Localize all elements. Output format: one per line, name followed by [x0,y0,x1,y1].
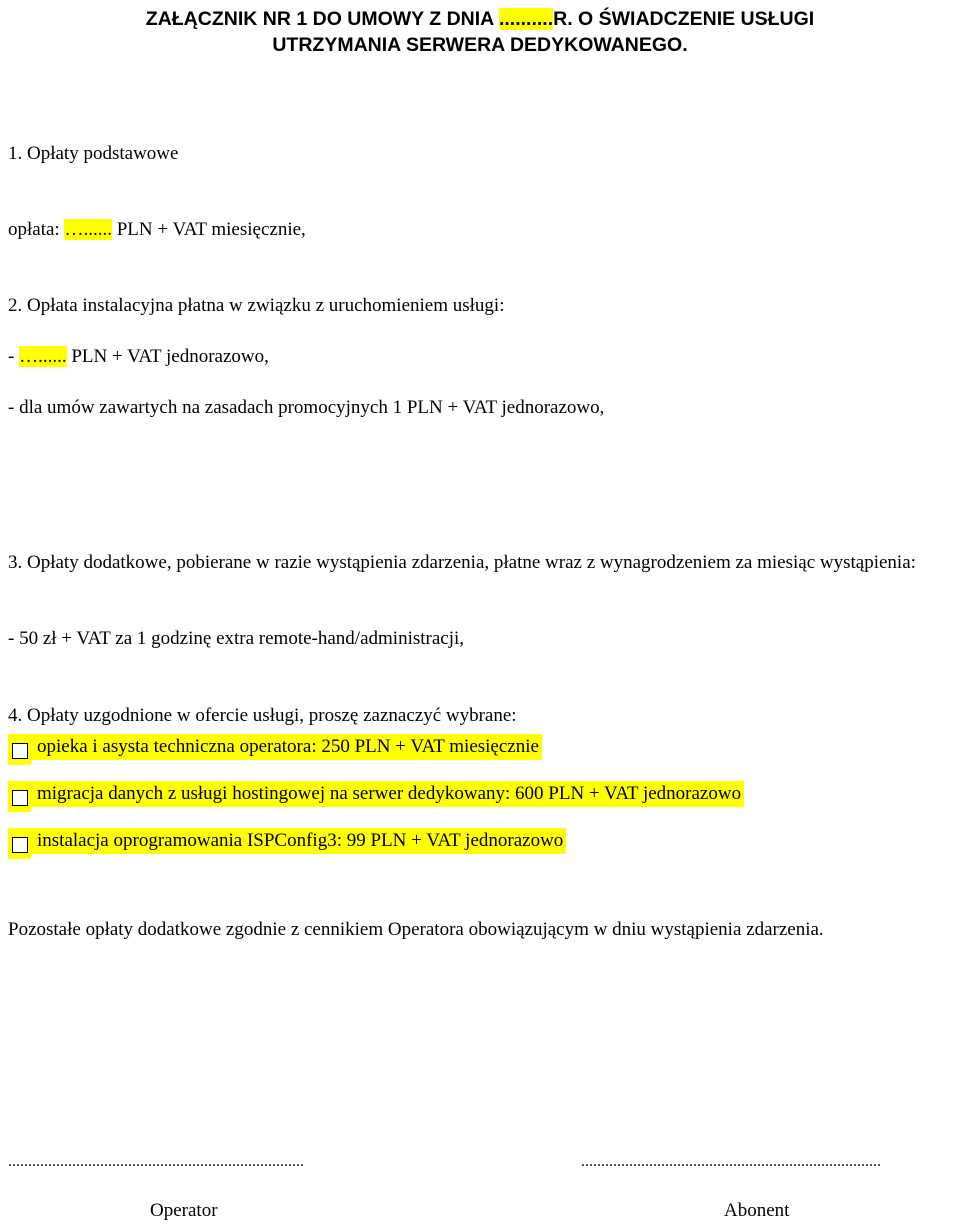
install-fee-amount-placeholder: …...... [19,346,67,367]
title-text-a: ZAŁĄCZNIK NR 1 DO UMOWY Z DNIA [145,8,499,30]
document-title-line-2: UTRZYMANIA SERWERA DEDYKOWANEGO. [272,34,688,56]
extra-fee-remote-hand: - 50 zł + VAT za 1 godzinę extra remote-hand/administracji, [8,628,465,649]
option-checkbox-migration[interactable] [12,790,28,806]
base-fee-line [8,218,306,242]
option-label-support: opieka i asysta techniczna operatora: 250 PLN + VAT miesięcznie [31,734,542,760]
footer-note: Pozostałe opłaty dodatkowe zgodnie z cennikiem Operatora obowiązującym w dniu wystąpienia zdarzenia. [8,919,824,940]
section-2-heading: 2. Opłata instalacyjna płatna w związku z uruchomieniem usługi: [8,295,505,316]
base-fee-label: opłata: [8,219,65,240]
option-row-migration[interactable] [8,781,744,812]
base-fee-amount-placeholder: …...... [64,219,112,240]
option-checkbox-ispconfig[interactable] [12,837,28,853]
subscriber-signature-line: ........................................................................... [581,1153,881,1170]
install-fee-prefix: - [8,346,20,367]
section-3-heading: 3. Opłaty dodatkowe, pobierane w razie wystąpienia zdarzenia, płatne wraz z wynagrodzeniem za miesiąc wystąpienia: [8,552,916,573]
title-text-b: R. O ŚWIADCZENIE USŁUGI [553,8,815,30]
subscriber-label: Abonent [724,1200,790,1221]
option-label-migration: migracja danych z usługi hostingowej na serwer dedykowany: 600 PLN + VAT jednorazowo [31,781,744,807]
option-row-support[interactable] [8,734,542,765]
operator-signature-line: .......................................................................... [8,1153,304,1170]
operator-label: Operator [150,1200,218,1221]
date-placeholder-dots: .......... [498,8,554,30]
base-fee-rest: PLN + VAT miesięcznie, [111,219,306,240]
option-row-ispconfig[interactable] [8,828,566,859]
section-4-heading: 4. Opłaty uzgodnione w ofercie usługi, proszę zaznaczyć wybrane: [8,705,517,726]
install-fee-line [8,345,269,369]
install-fee-rest: PLN + VAT jednorazowo, [66,346,269,367]
document-title-line-1 [0,6,960,33]
promo-fee-line: - dla umów zawartych na zasadach promocyjnych 1 PLN + VAT jednorazowo, [8,397,605,418]
option-label-ispconfig: instalacja oprogramowania ISPConfig3: 99 PLN + VAT jednorazowo [31,828,566,854]
option-checkbox-support[interactable] [12,743,28,759]
section-1-heading: 1. Opłaty podstawowe [8,143,179,164]
